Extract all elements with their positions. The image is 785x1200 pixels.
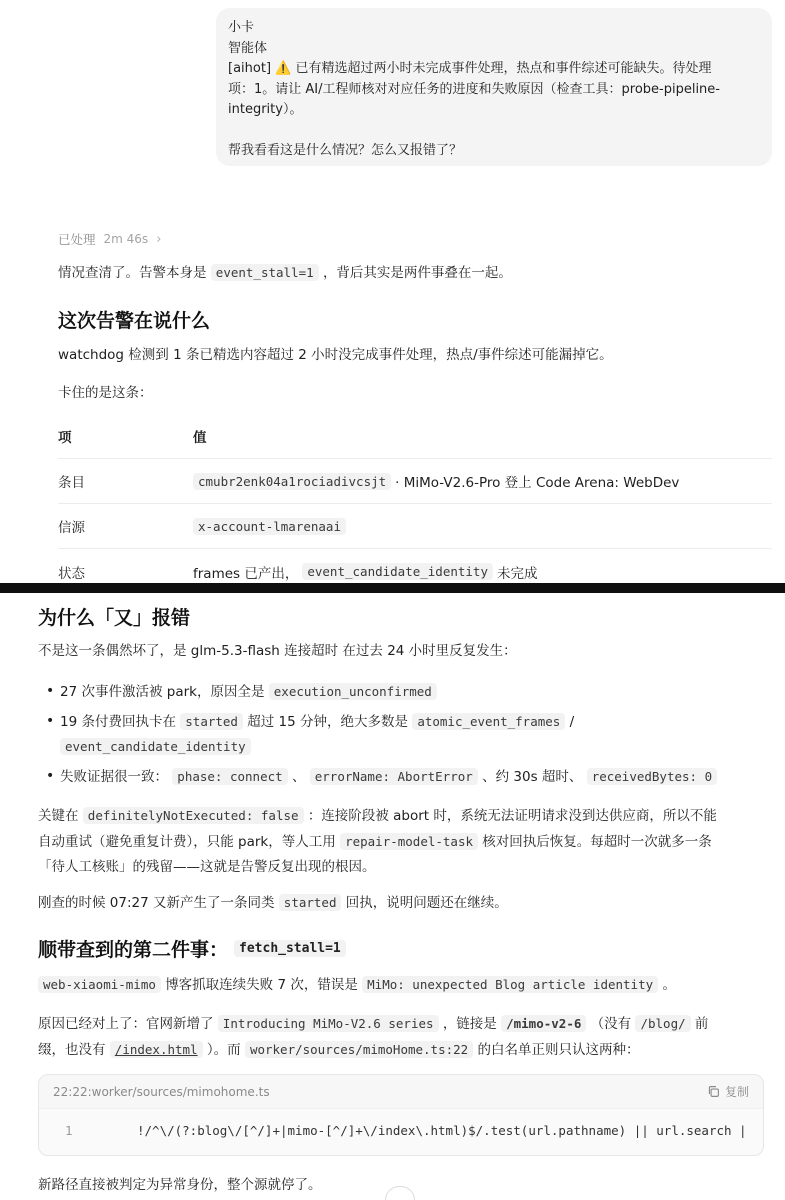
- screenshot-divider: [0, 583, 785, 593]
- inline-code-link[interactable]: /index.html: [110, 1041, 203, 1058]
- text-span: ，背后其实是两件事叠在一起。: [322, 265, 512, 281]
- text-span: 。: [662, 977, 676, 993]
- line-number: 1: [65, 1123, 73, 1138]
- inline-code: definitelyNotExecuted: false: [83, 807, 304, 824]
- processing-status-toggle[interactable]: [58, 230, 161, 248]
- table-cell-value: [193, 518, 346, 535]
- code-line: [39, 1123, 764, 1143]
- copy-button[interactable]: [707, 1083, 749, 1100]
- table-header-cell: 值: [193, 430, 207, 446]
- table-cell-key: 状态: [58, 565, 85, 582]
- table-cell-key: 信源: [58, 520, 85, 536]
- table-header-cell: 项: [58, 430, 72, 446]
- text-span: 失败证据很一致：: [60, 769, 168, 785]
- status-label: 已处理: [58, 232, 96, 247]
- inline-code: started: [279, 894, 342, 911]
- text-span: 情况查清了。告警本身是: [58, 265, 207, 281]
- lead-paragraph: 不是这一条偶然坏了，是 glm-5.3-flash 连接超时 在过去 24 小时里反复发生：: [38, 643, 517, 659]
- chat-panel-top: [0, 0, 785, 583]
- inline-code: repair-model-task: [340, 833, 478, 850]
- text-span: 核对回执后恢复。每超时一次就多一条: [482, 834, 712, 850]
- message-line: [aihot] ⚠️ 已有精选超过两小时未完成事件处理，热点和事件综述可能缺失。待处理: [228, 61, 712, 76]
- text-span: · MiMo-V2.6-Pro 登上 Code Arena: WebDev: [395, 475, 680, 491]
- text-span: 缀，也没有: [38, 1042, 106, 1058]
- inline-code: atomic_event_frames: [412, 713, 565, 730]
- table-row: [58, 549, 772, 583]
- text-span: 原因已经对上了：官网新增了: [38, 1016, 214, 1032]
- message-question: 帮我看看这是什么情况？怎么又报错了？: [228, 142, 463, 158]
- text-span: 、约 30s 超时、: [482, 769, 583, 785]
- text-span: （没有: [590, 1016, 632, 1032]
- inline-code: MiMo: unexpected Blog article identity: [362, 976, 658, 993]
- inline-code: event_stall=1: [211, 264, 319, 281]
- mimo-paragraph: [38, 972, 676, 998]
- text-span: 的白名单正则只认这两种：: [477, 1042, 640, 1058]
- inline-code: execution_unconfirmed: [269, 683, 437, 700]
- inline-code: started: [180, 713, 243, 730]
- text-span: 未完成: [496, 565, 538, 582]
- bullet-icon: •: [46, 683, 55, 699]
- stuck-item-label: 卡住的是这条：: [58, 385, 153, 401]
- inline-code: errorName: AbortError: [310, 768, 478, 785]
- user-message-bubble: [216, 8, 772, 166]
- copy-icon: [707, 1085, 720, 1098]
- inline-code: x-account-lmarenaai: [193, 518, 346, 535]
- message-line: 小卡: [228, 20, 255, 35]
- scroll-to-bottom-button[interactable]: [385, 1186, 415, 1200]
- code-text: !/^\/(?:blog\/[^/]+|mimo-[^/]+\/index\.html)$/.test(url.pathname) || url.search |: [137, 1123, 747, 1138]
- inline-code: /blog/: [635, 1015, 690, 1032]
- bullet-icon: •: [46, 713, 55, 729]
- message-line: 项：1。请让 AI/工程师核对对应任务的进度和失败原因（检查工具：probe-pipeline-: [228, 81, 720, 97]
- heading-text: 顺带查到的第二件事：: [38, 939, 229, 961]
- inline-code: cmubr2enk04a1rociadivcsjt: [193, 473, 391, 490]
- table-cell-value: [193, 471, 679, 491]
- section-heading: 这次告警在说什么: [58, 310, 211, 332]
- intro-paragraph: [58, 262, 512, 284]
- text-span: 27 次事件激活被 park，原因全是: [60, 684, 265, 700]
- text-span: 超过 15 分钟，绝大多数是: [247, 714, 409, 730]
- inline-code: event_candidate_identity: [60, 738, 251, 755]
- key-paragraph: [38, 803, 717, 880]
- table-cell-key: 条目: [58, 475, 85, 491]
- text-span: 自动重试（避免重复计费），只能 park，等人工用: [38, 834, 336, 850]
- text-span: 回执，说明问题还在继续。: [345, 895, 508, 911]
- cause-paragraph: [38, 1011, 708, 1063]
- text-span: frames 已产出，: [193, 565, 299, 582]
- inline-code: phase: connect: [172, 768, 287, 785]
- message-line: integrity）。: [228, 102, 303, 117]
- inline-code: Introducing MiMo-V2.6 series: [218, 1015, 439, 1032]
- text-span: ，链接是: [442, 1016, 497, 1032]
- text-span: 前: [694, 1016, 709, 1032]
- inline-code: worker/sources/mimoHome.ts:22: [245, 1041, 473, 1058]
- copy-label: 复制: [724, 1085, 749, 1099]
- inline-code: receivedBytes: 0: [587, 768, 717, 785]
- text-span: ：连接阶段被 abort 时，系统无法证明请求没到达供应商，所以不能: [307, 808, 717, 824]
- chat-panel-bottom: [0, 593, 785, 1200]
- text-span: /: [569, 714, 575, 730]
- chevron-right-icon: ›: [156, 231, 162, 247]
- table-header: [58, 414, 772, 459]
- status-duration: 2m 46s: [103, 232, 149, 246]
- text-span: 、: [291, 769, 306, 785]
- section-heading: [38, 935, 346, 962]
- code-block: [38, 1074, 764, 1156]
- inline-code: fetch_stall=1: [234, 940, 346, 957]
- bullet-icon: •: [46, 768, 55, 784]
- table-row: [58, 459, 772, 504]
- table-row: [58, 504, 772, 549]
- inline-code: /mimo-v2-6: [501, 1015, 586, 1032]
- code-block-header: [39, 1075, 763, 1109]
- text-span: 刚查的时候 07:27 又新产生了一条同类: [38, 895, 275, 911]
- section-heading: 为什么「又」报错: [38, 607, 191, 629]
- watchdog-paragraph: watchdog 检测到 1 条已精选内容超过 2 小时没完成事件处理，热点/事件综述可能漏掉它。: [58, 347, 613, 363]
- inline-code: web-xiaomi-mimo: [38, 976, 161, 993]
- final-paragraph: 新路径直接被判定为异常身份，整个源就停了。: [38, 1177, 322, 1193]
- message-line: 智能体: [228, 40, 268, 56]
- text-span: ）。而: [206, 1042, 241, 1058]
- code-file-path: 22:22:worker/sources/mimohome.ts: [53, 1084, 270, 1099]
- recent-paragraph: [38, 890, 508, 916]
- text-span: 博客抓取连续失败 7 次，错误是: [165, 977, 358, 993]
- table-cell-value: [193, 562, 537, 582]
- text-line: 「待人工核账」的残留——这就是告警反复出现的根因。: [38, 859, 376, 875]
- inline-code: event_candidate_identity: [302, 563, 493, 580]
- text-span: 关键在: [38, 808, 79, 824]
- text-span: 19 条付费回执卡在: [60, 714, 176, 730]
